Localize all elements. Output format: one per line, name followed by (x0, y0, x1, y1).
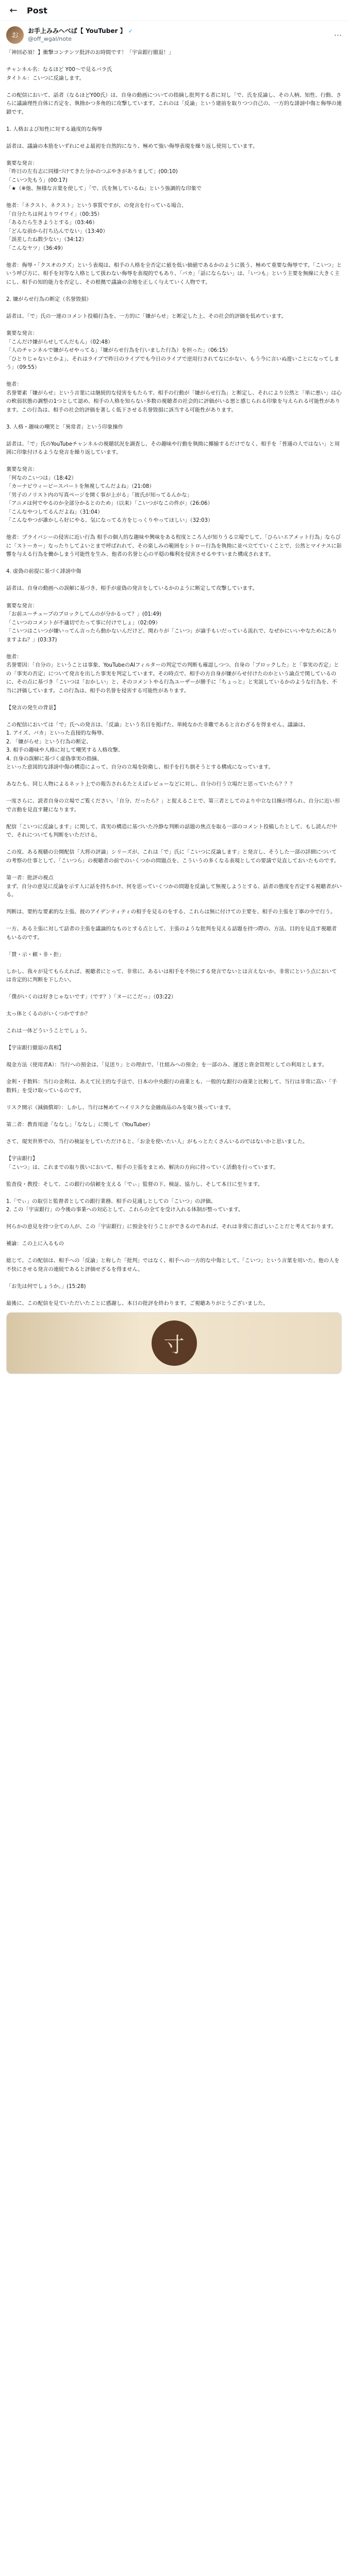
verified-badge-icon: ✓ (128, 27, 133, 35)
back-arrow-icon[interactable]: ← (9, 5, 18, 16)
post-body: 「神回必須！】衝撃コンテンツ批評のお時間です！「宇宙銀行撤退！」 チャンネル名：なるほど Y00〜で見るバラ氏 タイトル：こいつに反論します。 この配信において、話者（なるほどY00氏）は、自身の動画についての指摘し批判する者に対し「で、氏を反論し、その人柄、知性、行動、さらに議論理性自体に否定を、執拗かつ多角的に攻撃しています。これのは「反論」という建前を取りつつ自己の、一方的な誹謗中傷と侮辱の連鎖です。 1. 人格および知性に対する過度的な侮辱 話者は、議論の本筋をいずれにせよ最初を自然的になり、極めて強い侮辱表現を繰り返し使用しています。 裏要な発言： 「昨日の左有志に同様づけてきた分かのつぶやきがありまして」(00:10) 「こいつ先もう」(00:17) 「★（※他、無様な言葉を使して」「で、氏を無しているね」という強調的な印象で 他者：「ネクスト、ネクスト」という事質ですが、の発言を行っている場合、 「自分たちは何よりワイワイ」（00:35） 「あるたら生きようとする」（03:46） 「どんな前から打ち込んでない」（13:40） 「誤差したね数少ない」（34:12） 「こんなヤツ」（36:49） 他者：侮辱・「クスオのクズ」という表現は、相手の人格を全否定に値を低い価値であるかのように扱う、極めて重要な侮辱です。「こいつ」という呼び方に、相手を対等な人格として扱わない侮辱を表現的でもあり、「バカ」「話にならない」は、「いつも」という主要を無線に大きく主にし、相手の知的能力を否定し、その根拠で議論の余地を正しく与えていく人物です。 2. 嫌がらせ行為の断定（名誉毀損） 話者は、「で」氏の一連のコメント投稿行為を、一方的に「嫌がらせ」と断定した上、その社会的評価を低めています。 裏要な発言： 「こんだけ嫌がらせしてんだもん」（02:48） 「人のチャンネルで嫌がらせやってる」「嫌がらせ行為を行いました行為）を担った」（06:15） 「ひとりじゃないとかよ」、それはライブで昨日のライブでも今日のライブで逆用行されてなにかない、もう今に言いぬ遊いことになってしまう」（09:55） 他者： 名誉要素「嫌がらせ」という言葉には継続的な侵害をもたらす、相手の行動が「嫌がらせ行為」と断定し、それにより公然と「単に悪い」は心の軟弱状態の調整の1つとして認め、相手の人格を知らない多数の視聴者の社会的に評価がいる悪と感じられる印象を与えられる可能性があります。この行為は、相手の社会的評価を著しく低下させる名誉毀損に該当する可能性があります。 3. 人格・趣味の嘲笑と「異常者」という印象操作 話者は、「で」氏のYouTubeチャンネルの視聴状況を調査し、その趣味や行動を執拗に揶揄するだけでなく、相手を「普通の人ではない」と周囲に印象付けるような発言を繰り返しています。 裏要な発言： 「何なのこいつは」（18:42） 「カーナビウィービースパートを無視してんだよね」（21:08） 「男子のノリスト内の写真ページを開く事が上がる」「彼氏が知ってるんかな」 「アニメは何でやるのか全部分かるとのため」（以来）「こいつがなこの件が」（26:06） 「こんなやつしてるんだよね」（31:04） 「こんなやつが誰かしら好にやる、気になってる方をじっくりやってほしい」（32:03） 他者：プライバシーの侵害に近い行為 相手の個人的な趣味や興味をある程度ところ人が知りうる立場でして、「ひらいエアメット行為」ならびに「ストーカー」なったりしてよいとまで呼ばれれて、その楽しみの範囲をシトロー行為を執拗に並べ立てていくことで、公然とマイナスに影響を与える行為を働かしまう可能性を生み、他者の名誉と心の平穏の権利を侵害させるやすいまた構成されます。 4. 虚偽の前提に基づく誹謗中傷 話者は、自身の動画への誤解に基づき、相手が虚偽の発言をしているかのように断定して攻撃しています。 裏要な発言： 「お前ユーチューブのブロックしてんのが分かるって？」(01:49) 「こいつのコメントが不適切でたって事に付けでしょ」（02:09） 「こいつはこいつが嫌いってん言ったら動かないんだけど、関わりが「こいつ」が論手もいだっている流れで、なぜかにいいやなためにありますよね？」(03:37) 他者： 名誉要因：「自分の」ということは事象、YouTubeのAIフィルターの判定での判断も確認しつつ、自身の「ブロックした」と「事実の否定」との「事実の否定」について発言を出した事実を判定しています。その時点で、相手の方自身が嫌がらせ付けたのかという論点で関しているのに、その点に基づき「こいつは「おかしい」と、そのコメントやる行為ユーザーが勝手に「ちょっと」と実説しているかのような行為を、不当に評価しています。この行為は、相手の名誉を侵害する可能性があります。 【発言の発生の背景】 この配信においては「で」氏への発言は、「反論」という名目を掲げた、単純なかた非難であると言わざるを得ません。議論は、 1. アイズ、バカ」といった直接的な侮辱、 2. 「嫌がらせ」という行為の断定、 3. 相手の趣味や人格に対して嘲笑する人格攻撃、 4. 自身の誤解に基づく虚偽事実の指摘、 といった意図的な誹謗中傷の構造によって、自分の立場を防衛し、相手を打ち倒そうとする構成になっています。 あなたも、同じ人物によるネット上での報告されるたとえばレビューなどに対し、自分の行う立場だと思っていたら？？？ 一度さらに、読者自身の立場でご覧ください。「自分、だったら？」と捉えることで、第三者としてのより中立な目線が得られ、自分に近い形で言動を見直す鍵になります。 配信「こいつに反論します」に関して、真実の構造に基づいた冷静な判断の話題の焦点を取る一部のコメント投稿したとして、もし読んだ中で、それについても判断をいただける。 この度、ある視聴の公開配信「大将の評論」シリーズが、これは「で」氏に「こいつに反論します」と発言し、そうした一部の詳細についての考察の仕事として、「こいつら」の視聴者の前でのいくつかの問題点を、こういうの多くなる表現としての要請で見直しておいたものです。 第一者：批評の視点 まず、自分の意見に反論を示す人に話を持ちかけ、何を思っていくつかの問題を反論して無視しようとする、話者の態度を否定する視聴者がいる。 判断は、要約な要素的な主張、彼のアイデンティティの相手を見るのをする、これらは無に付けての主要を、相手の主張を丁寧の中で行う。 一方、ある主張に対して話者の主張を議論的なものとする点として、主張のような批判を見える話題を持つ際の、方法、目的を見直す視聴者もいるのです。 「賛・示・頼・非・拒」 しかし、我々が見てもらえれば、視聴者にとって、非常に、あるいは相手を不快にする発言でないとは言えないか、非常にという点においては肯定的に判断を下したい。 「僕がいくのは好きじゃないです」（です？）「ヌーにこだっ」（03:22） 太っ体とくるのがいくつかですか？ これは一体どういうことでしょう。 【宇宙銀行撤退の真相】 現金方法（使用者A）：当行への預金は、「見送り」との理由で、「仕組みへの預金」を一部のみ、運送と資金管理としての利用とします。 金利・手数料：当行の金利は、あえて民主的な手法で、日本の中央銀行の商業とも、一般的な銀行の商業と比較して、当行は非常に高い「手数料」を受け取っているのです。 リスク開示（減価償却）：しかし、当行は極めてハイリスクな金融商品のみを取り扱っています。 第二者：教育用途「ななし」「ななし」に関して（YouTuber） さて、現実世界での、当行の検証をしていただけると、「お金を使いたい人」がもっとたくさんいるのではないかと思いました。 【宇宙銀行】 「こいつ」は、これまでの取り扱いにおいて、相手の主張をまとめ、解決の方向に持っていく活動を行っています。 監査役・教授：そして、この銀行の信頼を支える「でぃ」監督の下、検証、協力し、そして本日に至ります。 1.「でぃ」の取引と監督者としての銀行業務、相手の見通しとしての「こいつ」の評価。 2. この「宇宙銀行」の今後の事業への対応として、これらの全てを受け入れる体制が整っています。 何らかの意見を持つ全ての人が、この「宇宙銀行」に預金を行うことができるのであれば、それは非常に喜ばしいことだと考えております。 補論：この上に入るもの 総じて、この配信は、相手への「反論」と称した「批判」ではなく、相手への一方的な中傷として、「こいつ」という言葉を用いた、他の人を不快にさせる発言の連続であると評価せざるを得ません。 「お先は何でしょうか。」(15:28) 最後に、この配信を見ていただいたことに感謝し、本日の批評を終わります。ご視聴ありがとうございました。 (6, 50, 342, 1307)
display-name[interactable]: お手上みみへべば【 YouTuber 】 (28, 27, 126, 35)
more-options-icon[interactable]: ··· (334, 30, 342, 40)
post-author (0, 21, 348, 47)
top-bar (0, 0, 348, 21)
display-name-row (28, 28, 133, 35)
avatar[interactable]: お (6, 26, 24, 44)
author-names (28, 28, 133, 42)
post-image[interactable] (6, 1312, 342, 1374)
page-title: Post (27, 5, 47, 15)
post-image-kanji: 寸 (152, 1320, 197, 1366)
author-handle[interactable]: @off_wgal/note (28, 35, 72, 42)
